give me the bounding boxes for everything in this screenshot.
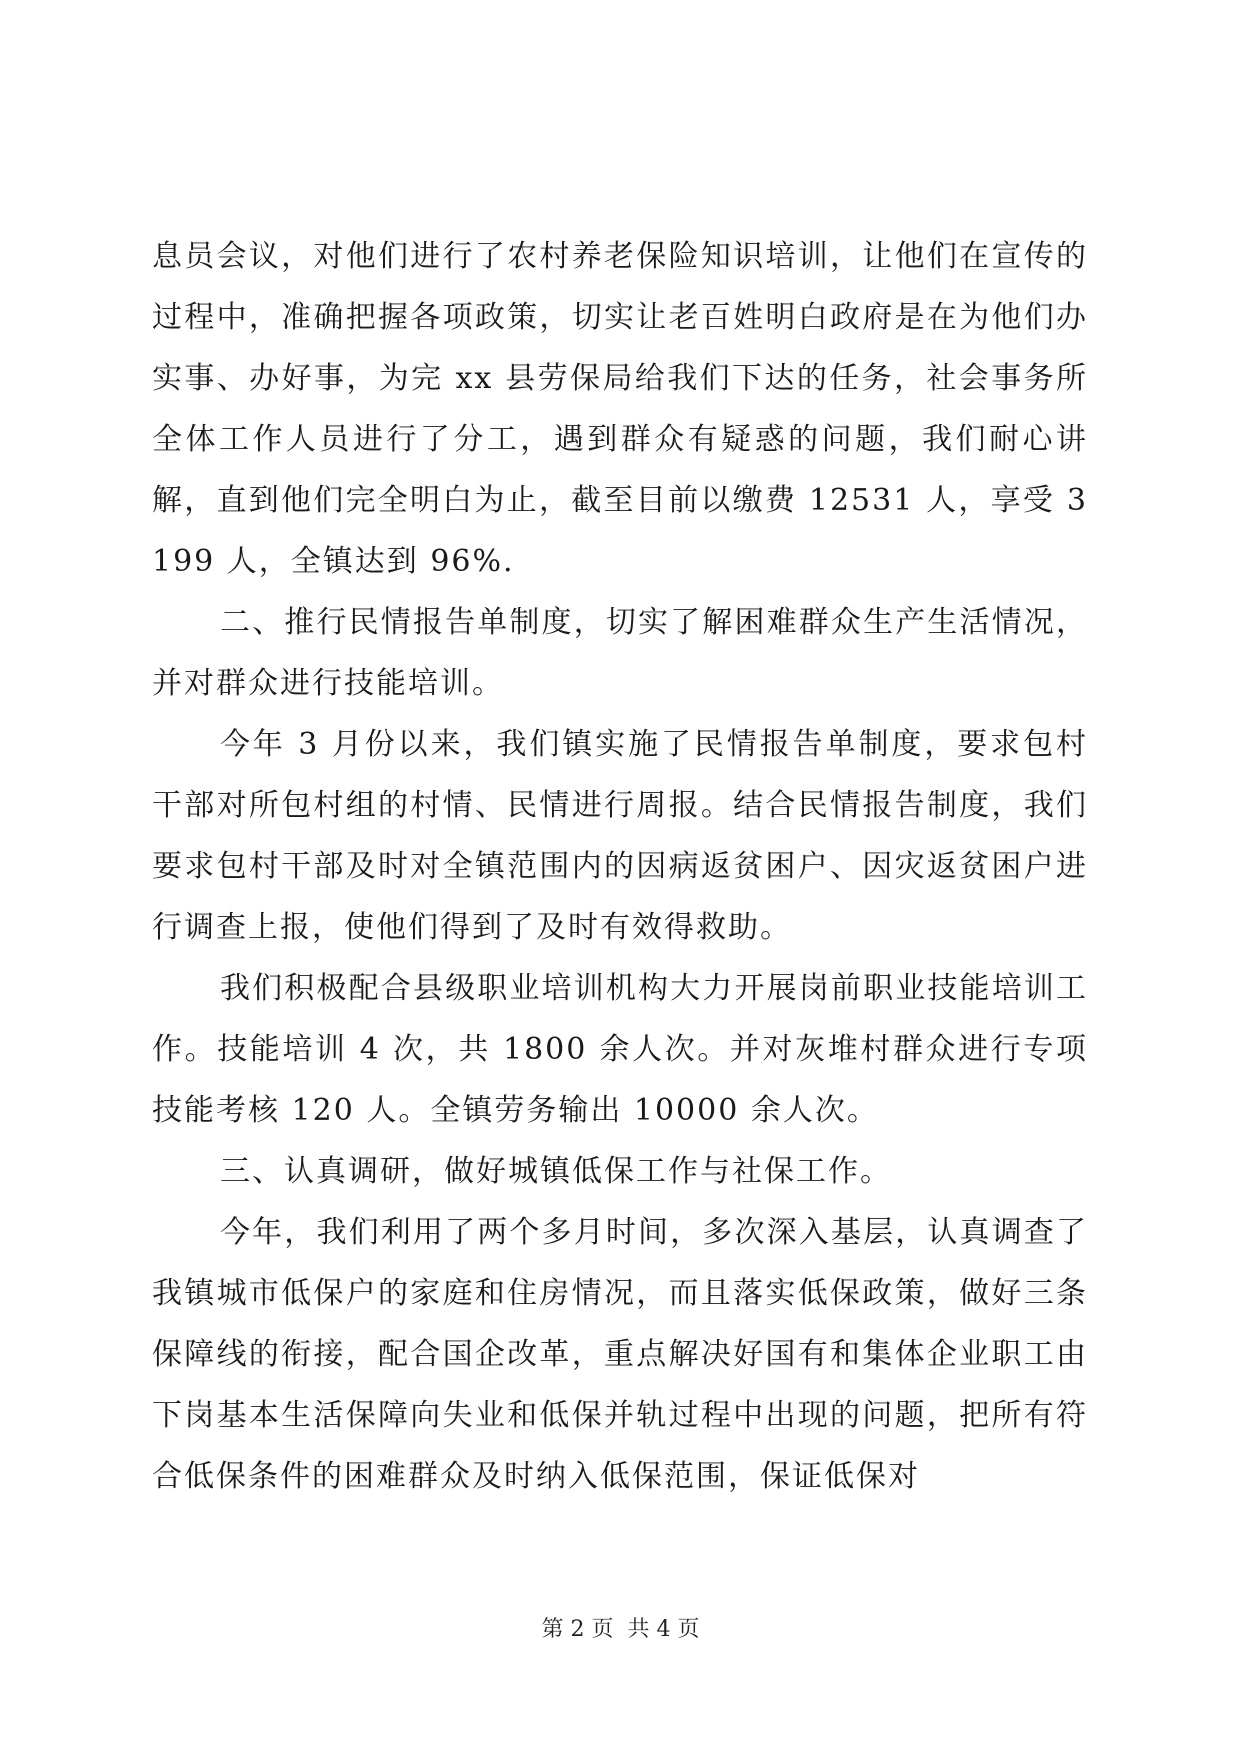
page-number: 第 2 页 <box>541 1617 614 1642</box>
paragraph-4: 我们积极配合县级职业培训机构大力开展岗前职业技能培训工作。技能培训 4 次，共 1800 余人次。并对灰堆村群众进行专项技能考核 120 人。全镇劳务输出 10000 余人次。 <box>152 971 1088 1128</box>
paragraph-2-heading: 二、推行民情报告单制度，切实了解困难群众生产生活情况，并对群众进行技能培训。 <box>152 605 1088 701</box>
paragraph-5-heading: 三、认真调研，做好城镇低保工作与社保工作。 <box>220 1154 892 1189</box>
footer-separator <box>614 1617 628 1642</box>
document-body <box>152 226 1088 1507</box>
paragraph-6: 今年，我们利用了两个多月时间，多次深入基层，认真调查了我镇城市低保户的家庭和住房情况，而且落实低保政策，做好三条保障线的衔接，配合国企改革，重点解决好国有和集体企业职工由下岗基本生活保障向失业和低保并轨过程中出现的问题，把所有符合低保条件的困难群众及时纳入低保范围，保证低保对 <box>152 1215 1088 1494</box>
page-total: 共 4 页 <box>627 1617 700 1642</box>
paragraph-3: 今年 3 月份以来，我们镇实施了民情报告单制度，要求包村干部对所包村组的村情、民情进行周报。结合民情报告制度，我们要求包村干部及时对全镇范围内的因病返贫困户、因灾返贫困户进行调查上报，使他们得到了及时有效得救助。 <box>152 727 1088 945</box>
paragraph-1: 息员会议，对他们进行了农村养老保险知识培训，让他们在宣传的过程中，准确把握各项政策，切实让老百姓明白政府是在为他们办实事、办好事，为完 xx 县劳保局给我们下达的任务，社会事务所全体工作人员进行了分工，遇到群众有疑惑的问题，我们耐心讲解，直到他们完全明白为止，截至目前以缴费 12531 人，享受 3199 人，全镇达到 96%. <box>152 239 1088 579</box>
page-footer <box>0 1612 1241 1643</box>
